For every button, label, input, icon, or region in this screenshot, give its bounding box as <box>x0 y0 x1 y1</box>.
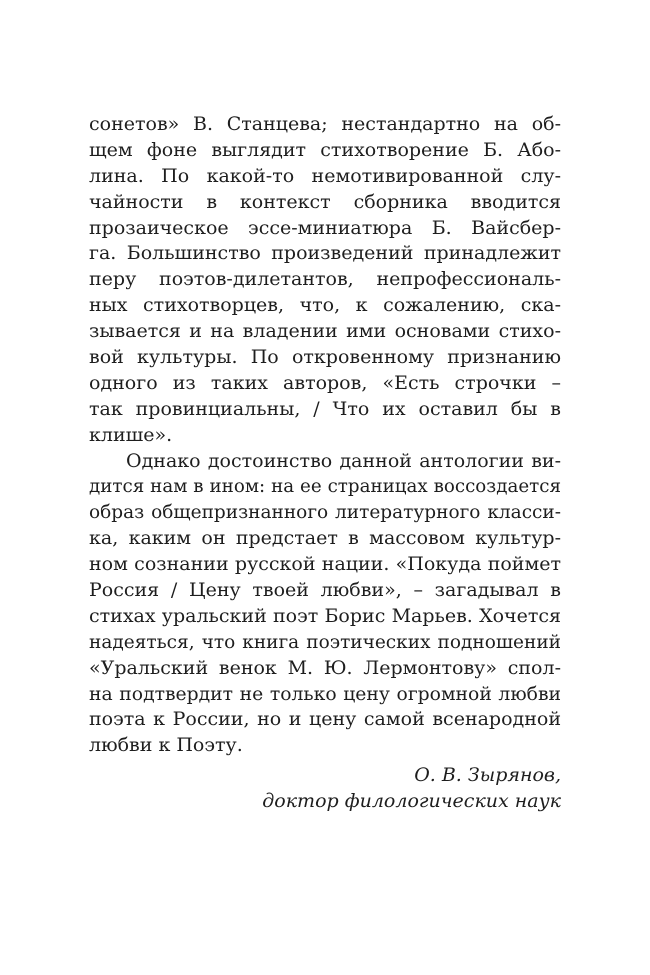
text-line: Однако достоинство данной антологии ви- <box>126 449 561 472</box>
text-line: лина. По какой-то немотивированной слу- <box>89 164 561 187</box>
text-line: ка, каким он предстает в массовом культур- <box>89 527 561 550</box>
text-line: Россия / Цену твоей любви», – загадывал в <box>89 579 561 602</box>
text-line: так провинциальны, / Что их оставил бы в <box>89 397 561 420</box>
article-body <box>89 112 561 759</box>
text-line: одного из таких авторов, «Есть строчки – <box>89 371 561 394</box>
paragraph-1 <box>89 112 561 449</box>
text-line: стихах уральский поэт Борис Марьев. Хочется <box>89 604 561 627</box>
text-line: любви к Поэту. <box>89 734 243 757</box>
text-line: щем фоне выглядит стихотворение Б. Або- <box>89 138 561 161</box>
text-line: поэта к России, но и цену самой всенародной <box>89 708 561 731</box>
text-line: надеяться, что книга поэтических подношений <box>89 631 561 653</box>
text-line: «Уральский венок М. Ю. Лермонтову» спол- <box>89 656 561 679</box>
text-line: образ общепризнанного литературного класси- <box>89 502 561 524</box>
text-line: ном сознании русской нации. «Покуда поймет <box>89 553 561 576</box>
text-line: сонетов» В. Станцева; нестандартно на об- <box>89 113 561 135</box>
text-line: ных стихотворцев, что, к сожалению, ска- <box>89 294 561 317</box>
text-line: га. Большинство произведений принадлежит <box>89 242 561 265</box>
text-line: вой культуры. По откровенному признанию <box>89 346 561 369</box>
author-title: доктор филологических наук <box>262 789 561 812</box>
text-line: на подтвердит не только цену огромной любви <box>89 683 561 705</box>
paragraph-2 <box>89 449 561 760</box>
text-line: перу поэтов-дилетантов, непрофессиональ- <box>89 268 561 291</box>
author-signature <box>262 763 561 815</box>
author-name: О. В. Зырянов, <box>414 764 561 786</box>
text-line: зывается и на владении ими основами стихо- <box>89 320 561 343</box>
text-line: чайности в контекст сборника вводится <box>89 190 561 213</box>
text-line: клише». <box>89 423 173 446</box>
text-line: дится нам в ином: на ее страницах воссоздается <box>89 476 561 498</box>
text-line: прозаическое эссе-миниатюра Б. Вайсбер- <box>89 216 561 239</box>
